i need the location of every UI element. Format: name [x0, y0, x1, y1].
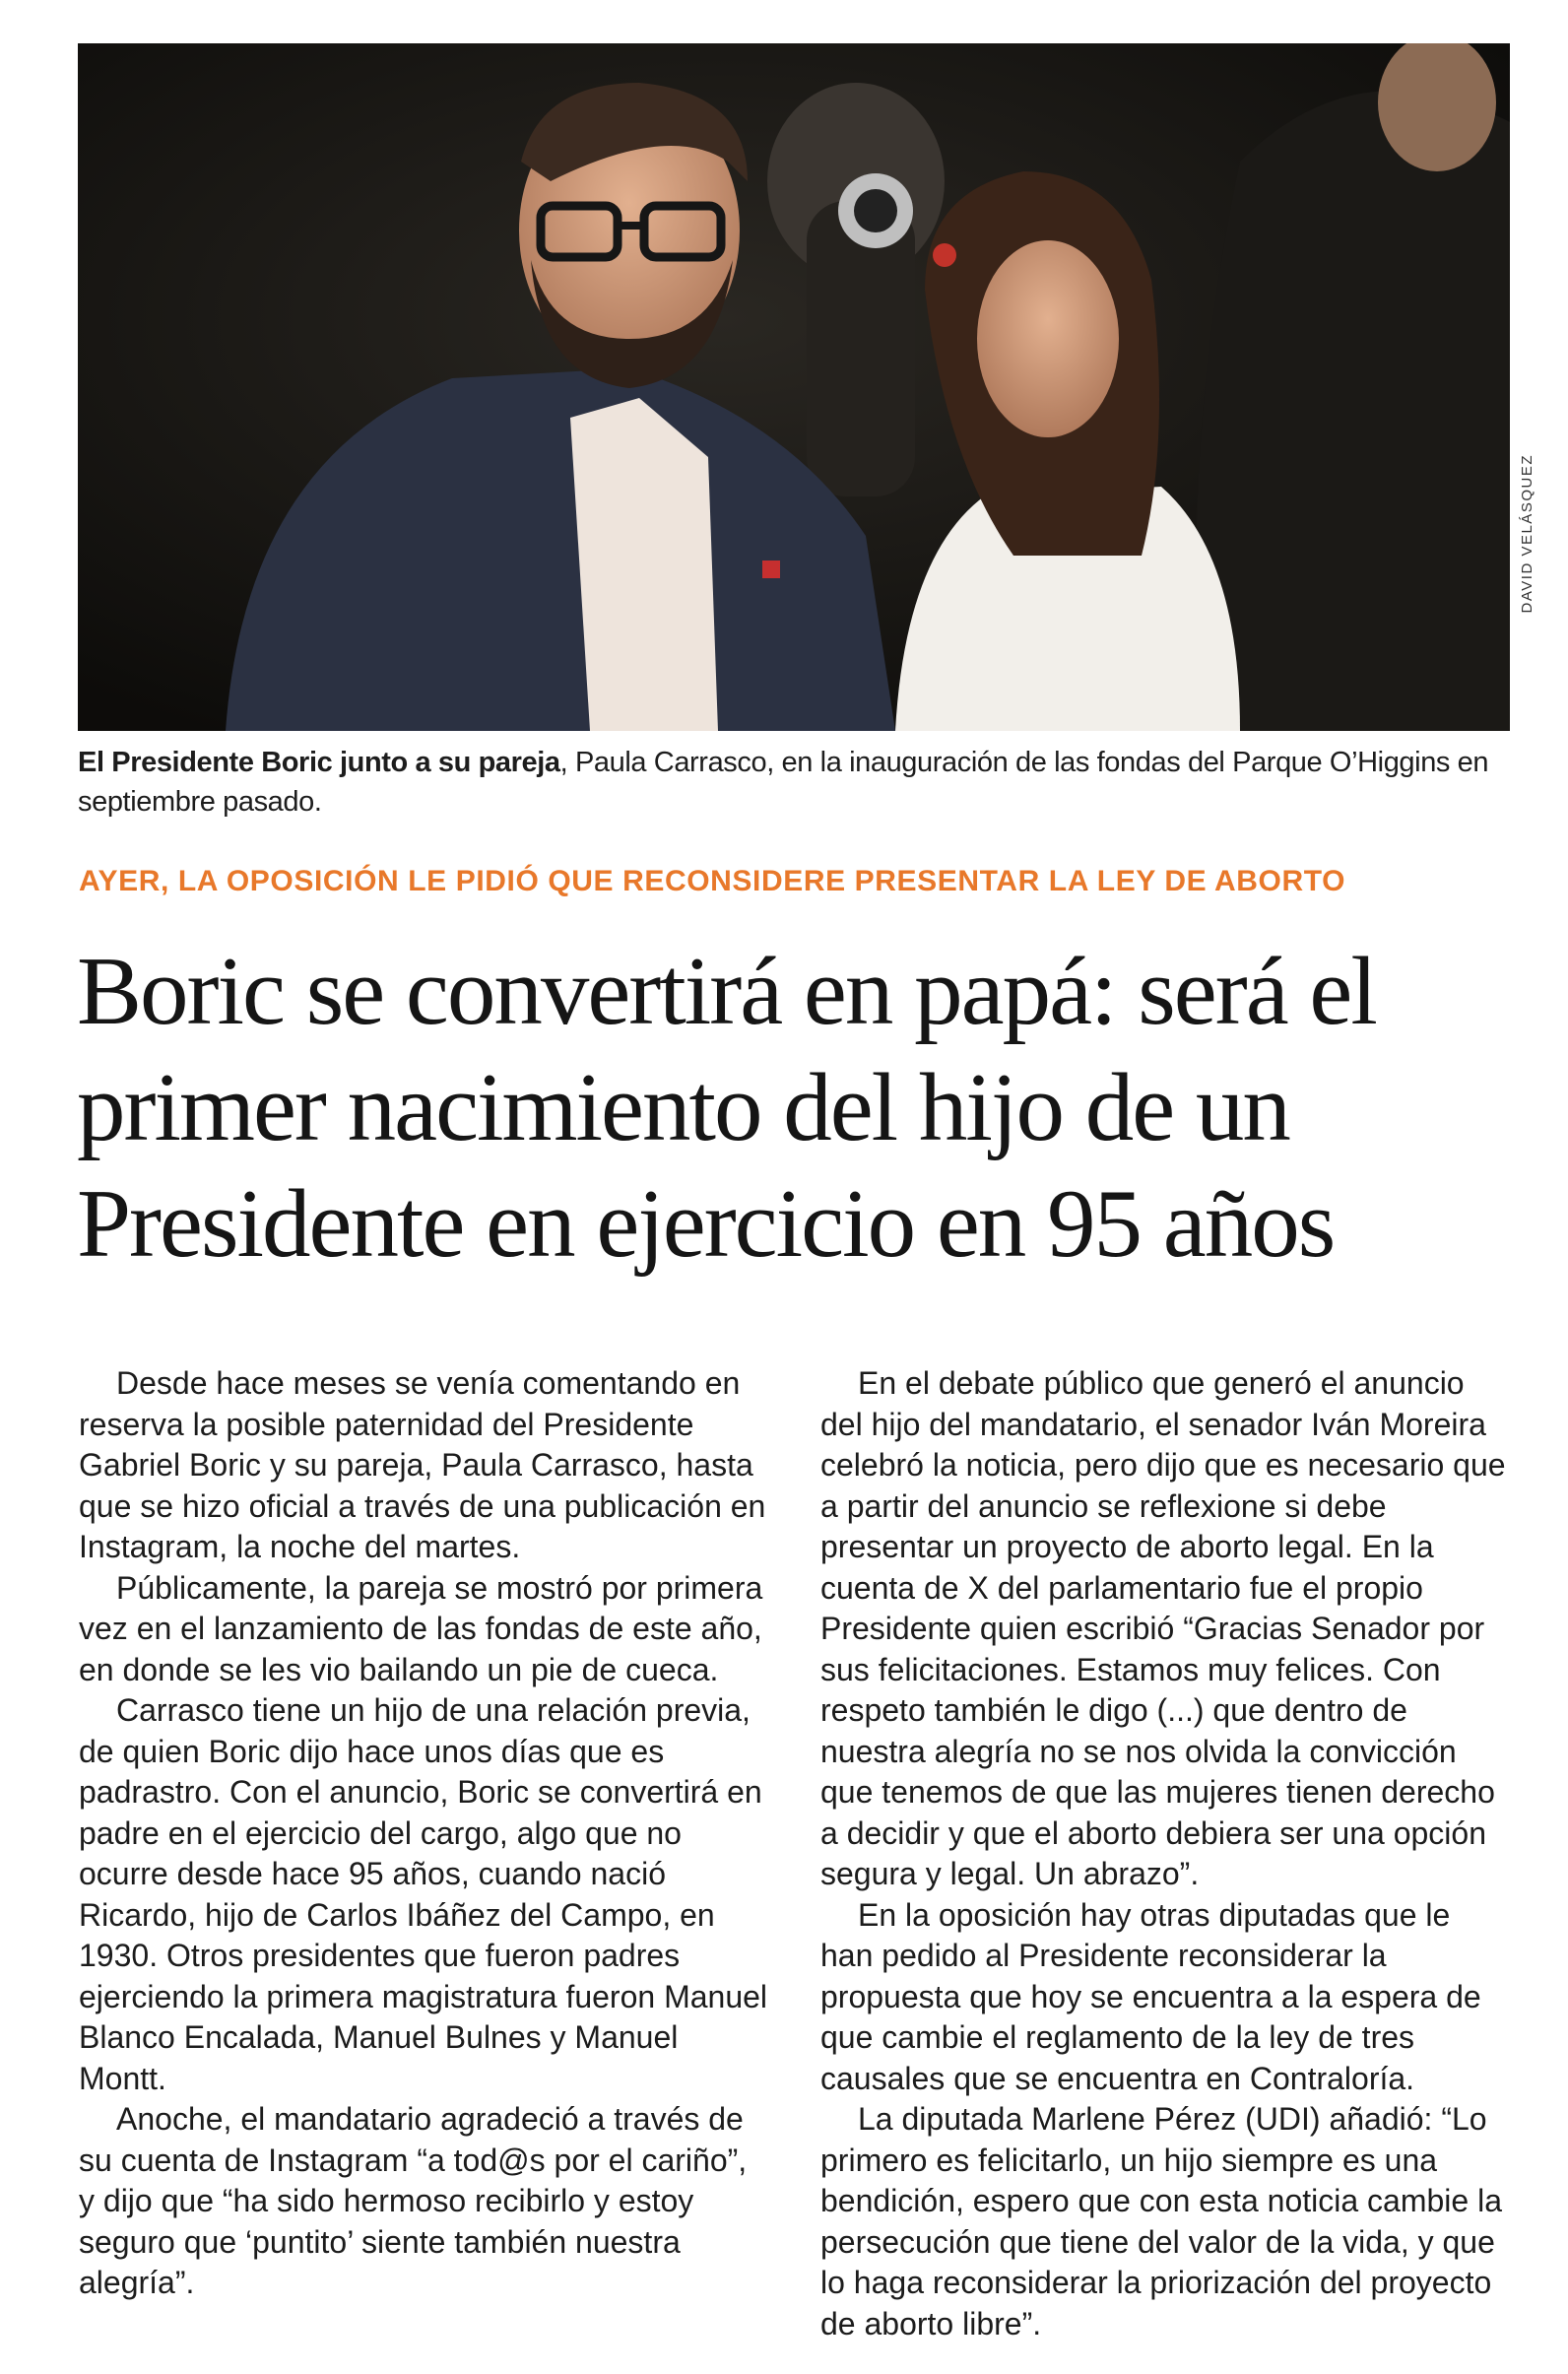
headline-line-3: Presidente en ejercicio en 95 años	[77, 1170, 1335, 1278]
paragraph: La diputada Marlene Pérez (UDI) añadió: “Lo primero es felicitarlo, un hijo siempre es una bendición, espero que con esta noticia cambie la persecución que tiene del valor de la vida, y que lo haga reconsiderar la priorización del proyecto de aborto libre”.	[820, 2101, 1502, 2341]
paragraph: Públicamente, la pareja se mostró por primera vez en el lanzamiento de las fondas de este año, en donde se les vio bailando un pie de cueca.	[79, 1569, 763, 1687]
caption-text: , Paula Carrasco, en la inauguración de las fondas del Parque O’Higgins en septiembre pasado.	[78, 747, 1489, 818]
paragraph: Desde hace meses se venía comentando en reserva la posible paternidad del Presidente Gabriel Boric y su pareja, Paula Carrasco, hasta que se hizo oficial a través de una publicación en Instagram, la noche del martes.	[79, 1365, 766, 1564]
headline	[77, 934, 1535, 1283]
paragraph: Anoche, el mandatario agradeció a través de su cuenta de Instagram “a tod@s por el cariño”, y dijo que “ha sido hermoso recibirlo y estoy seguro que ‘puntito’ siente también nuestra alegría”.	[79, 2101, 748, 2300]
caption-lead: El Presidente Boric junto a su pareja	[78, 747, 560, 778]
photo-credit: DAVID VELÁSQUEZ	[1518, 453, 1535, 613]
photo-illustration	[78, 43, 1510, 731]
article-column-left	[79, 1363, 768, 2304]
paragraph: En el debate público que generó el anuncio del hijo del mandatario, el senador Iván Moreira celebró la noticia, pero dijo que es necesario que a partir del anuncio se reflexione si debe presentar un proyecto de aborto legal. En la cuenta de X del parlamentario fue el propio Presidente quien escribió “Gracias Senador por sus felicitaciones. Estamos muy felices. Con respeto también le digo (...) que dentro de nuestra alegría no se nos olvida la convicción que tenemos de que las mujeres tienen derecho a decidir y que el aborto debiera ser una opción segura y legal. Un abrazo”.	[820, 1365, 1506, 1891]
news-photo	[78, 43, 1510, 731]
paragraph: En la oposición hay otras diputadas que le han pedido al Presidente reconsiderar la propuesta que hoy se encuentra a la espera de que cambie el reglamento de la ley de tres causales que se encuentra en Contraloría.	[820, 1896, 1481, 2096]
photo-caption	[78, 743, 1526, 822]
kicker: AYER, LA OPOSICIÓN LE PIDIÓ QUE RECONSIDERE PRESENTAR LA LEY DE ABORTO	[79, 865, 1346, 897]
headline-line-2: primer nacimiento del hijo de un	[77, 1054, 1289, 1161]
paragraph: Carrasco tiene un hijo de una relación previa, de quien Boric dijo hace unos días que es padrastro. Con el anuncio, Boric se convertirá en padre en el ejercicio del cargo, algo que no ocurre desde hace 95 años, cuando nació Ricardo, hijo de Carlos Ibáñez del Campo, en 1930. Otros presidentes que fueron padres ejerciendo la primera magistratura fueron Manuel Blanco Encalada, Manuel Bulnes y Manuel Montt.	[79, 1692, 768, 2096]
headline-line-1: Boric se convertirá en papá: será el	[77, 938, 1376, 1045]
article-column-right	[820, 1363, 1510, 2344]
